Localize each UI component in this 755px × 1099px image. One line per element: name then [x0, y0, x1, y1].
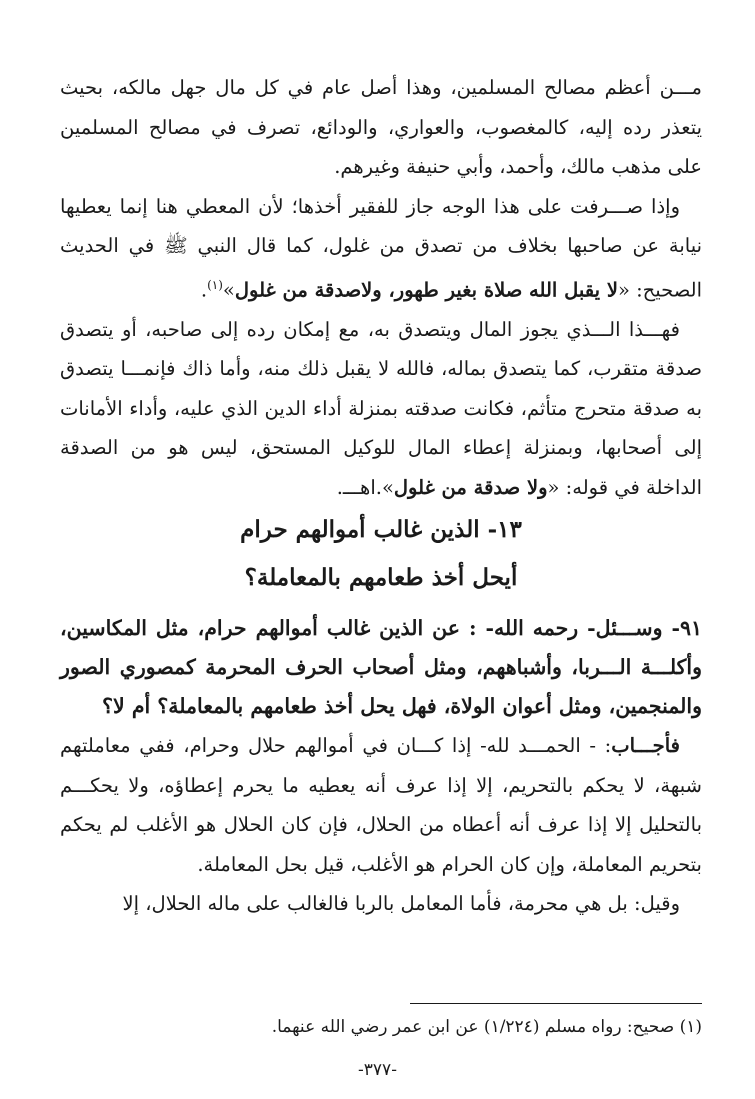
paragraph-2-text: وإذا صـــرفت على هذا الوجه جاز للفقير أخذها؛ لأن المعطي هنا إنما يعطيها نيابة عن صاحبها بخلاف من تصدق من غلول، كما قال النبي ﷺ في الحديث الصحيح: « [60, 194, 702, 301]
answer-continuation [60, 884, 702, 924]
page-body [60, 68, 702, 924]
quote-close: » [222, 278, 235, 301]
footnote-text: (١) صحيح: رواه مسلم (١/٢٢٤) عن ابن عمر رضي الله عنهما. [271, 1017, 702, 1037]
paragraph-1 [60, 68, 702, 187]
answer-continuation-text: وقيل: بل هي محرمة، فأما المعامل بالربا فالغالب على ماله الحلال، إلا [122, 892, 680, 915]
hadith-quote: لا يقبل الله صلاة بغير طهور، ولاصدقة من غلول [234, 278, 618, 301]
footnote-divider [410, 1003, 702, 1004]
question-text: ٩١- وســـئل- رحمه الله- : عن الذين غالب أموالهم حرام، مثل المكاسين، وأكلـــة الـــربا، وأشباههم، ومثل أصحاب الحرف المحرمة كمصوري الصور والمنجمين، ومثل أعوان الولاة، فهل يحل أخذ طعامهم بالمعاملة؟ أم لا؟ [60, 616, 702, 718]
footnote-ref[interactable]: (١) [207, 277, 223, 292]
answer-text: : - الحمـــد لله- إذا كـــان في أموالهم حلال وحرام، ففي معاملتهم شبهة، لا يحكم بالتحريم، إلا إذا عرف أنه يعطيه ما يحرم إعطاؤه، ولا يحكـــم بالتحليل إلا إذا عرف أنه أعطاه من الحلال، فإن كان الحلال هو الأغلب لم يحكم بتحريم المعاملة، وإن كان الحرام هو الأغلب، قيل بحل المعاملة. [60, 734, 702, 876]
answer-label: فأجـــاب [611, 734, 680, 757]
section-subtitle: أيحل أخذ طعامهم بالمعاملة؟ [244, 564, 518, 591]
paragraph-2-end: . [200, 278, 208, 301]
paragraph-1-text: مـــن أعظم مصالح المسلمين، وهذا أصل عام في كل مال جهل مالكه، بحيث يتعذر رده إليه، كالمغصوب، والعواري، والودائع، تصرف في مصالح المسلمين على مذهب مالك، وأحمد، وأبي حنيفة وغيرهم. [60, 76, 702, 178]
paragraph-3-end: ».اهـــ. [336, 475, 394, 499]
page-number: -٣٧٧- [358, 1060, 397, 1080]
answer-paragraph [60, 726, 702, 884]
paragraph-3-text: فهـــذا الـــذي يجوز المال ويتصدق به، مع إمكان رده إلى صاحبه، أو يتصدق صدقة متقرب، كما يتصدق بماله، فالله لا يقبل ذلك منه، وأما ذاك فإنمـــا يتصدق به صدقة متحرج متأثم، فكانت صدقته بمنزلة أداء الدين الذي عليه، وأداء الأمانات إلى أصحابها، وبمنزلة إعطاء المال للوكيل المستحق، ليس هو من الصدقة الداخلة في قوله: « [60, 317, 702, 499]
paragraph-2 [60, 187, 702, 310]
section-title: ١٣- الذين غالب أموالهم حرام [240, 516, 522, 543]
paragraph-3 [60, 310, 702, 508]
question-paragraph [60, 609, 702, 726]
hadith-quote-2: ولا صدقة من غلول [393, 475, 548, 499]
footnote [60, 1013, 702, 1041]
